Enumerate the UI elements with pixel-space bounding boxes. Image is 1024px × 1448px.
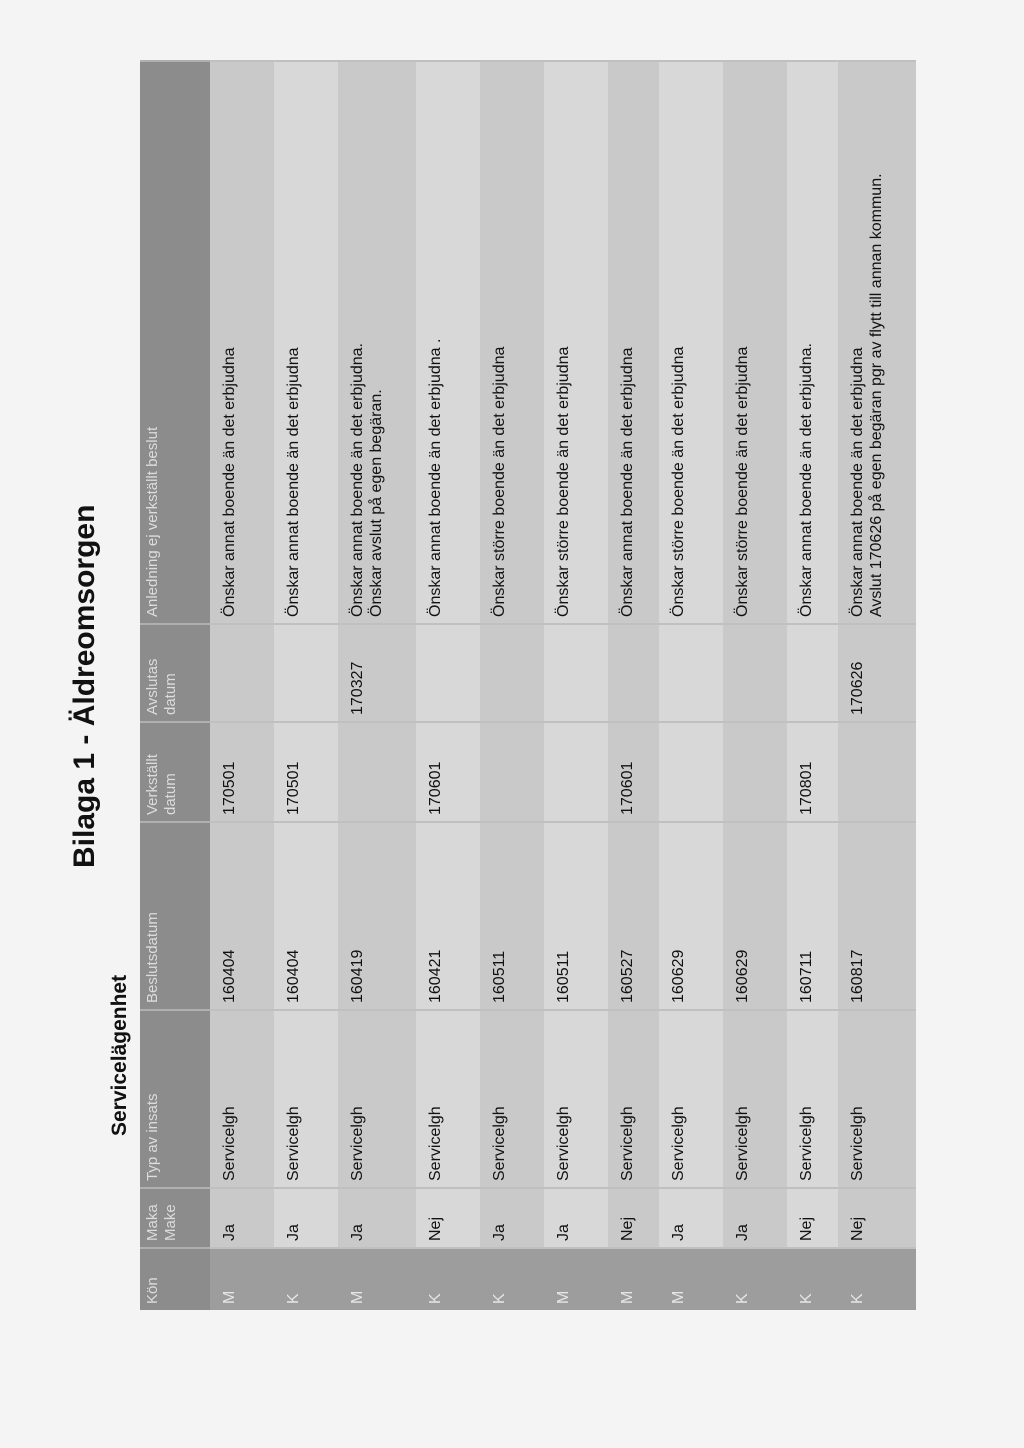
cell-mate: Nej — [838, 1188, 916, 1248]
cell-mate: Ja — [723, 1188, 787, 1248]
cell-type: Servicelgh — [416, 1010, 480, 1188]
cell-reason: Önskar annat boende än det erbjudna. Önskar avslut på egen begäran. — [338, 61, 416, 624]
document-title: Bilaga 1 - Äldreomsorgen — [68, 504, 101, 868]
cell-reason: Önskar annat boende än det erbjudna — [608, 61, 659, 624]
cell-end-date — [608, 624, 659, 722]
cell-decision-date: 160629 — [723, 822, 787, 1010]
cell-decision-date: 160404 — [210, 822, 274, 1010]
cell-executed-date — [723, 722, 787, 822]
cell-end-date — [544, 624, 608, 722]
cell-sex: K — [274, 1248, 338, 1310]
cell-mate: Nej — [787, 1188, 838, 1248]
cell-mate: Nej — [608, 1188, 659, 1248]
header-decision-date: Beslutsdatum — [140, 822, 210, 1010]
cell-type: Servicelgh — [338, 1010, 416, 1188]
cell-mate: Nej — [416, 1188, 480, 1248]
cell-reason: Önskar större boende än det erbjudna — [480, 61, 544, 624]
cell-decision-date: 160629 — [659, 822, 723, 1010]
table-row — [608, 61, 659, 1310]
cell-sex: M — [544, 1248, 608, 1310]
cell-reason: Önskar större boende än det erbjudna — [544, 61, 608, 624]
table-header-row — [140, 61, 210, 1310]
cell-end-date — [210, 624, 274, 722]
cell-sex: M — [608, 1248, 659, 1310]
cell-sex: K — [723, 1248, 787, 1310]
header-type: Typ av insats — [140, 1010, 210, 1188]
cell-sex: K — [480, 1248, 544, 1310]
cell-mate: Ja — [544, 1188, 608, 1248]
cell-type: Servicelgh — [608, 1010, 659, 1188]
cell-decision-date: 160419 — [338, 822, 416, 1010]
cell-reason: Önskar annat boende än det erbjudna — [274, 61, 338, 624]
cell-mate: Ja — [210, 1188, 274, 1248]
cell-sex: M — [210, 1248, 274, 1310]
cell-executed-date — [838, 722, 916, 822]
header-sex: Kön — [140, 1248, 210, 1310]
cell-end-date — [659, 624, 723, 722]
cell-sex: K — [838, 1248, 916, 1310]
cell-end-date — [416, 624, 480, 722]
cell-end-date — [274, 624, 338, 722]
cell-mate: Ja — [659, 1188, 723, 1248]
cell-end-date — [787, 624, 838, 722]
cell-reason: Önskar större boende än det erbjudna — [659, 61, 723, 624]
cell-reason: Önskar annat boende än det erbjudna Avslut 170626 på egen begäran pgr av flytt till annan kommun. — [838, 61, 916, 624]
cell-executed-date — [338, 722, 416, 822]
decisions-table — [140, 60, 916, 1310]
cell-type: Servicelgh — [723, 1010, 787, 1188]
cell-executed-date: 170501 — [274, 722, 338, 822]
header-reason: Anledning ej verkställt beslut — [140, 61, 210, 624]
cell-reason: Önskar annat boende än det erbjudna . — [416, 61, 480, 624]
cell-type: Servicelgh — [210, 1010, 274, 1188]
table-row — [838, 61, 916, 1310]
cell-end-date — [480, 624, 544, 722]
table-row — [723, 61, 787, 1310]
cell-executed-date — [480, 722, 544, 822]
cell-sex: M — [338, 1248, 416, 1310]
header-mate: Maka Make — [140, 1188, 210, 1248]
cell-decision-date: 160421 — [416, 822, 480, 1010]
cell-type: Servicelgh — [659, 1010, 723, 1188]
table-row — [480, 61, 544, 1310]
cell-reason: Önskar större boende än det erbjudna — [723, 61, 787, 624]
cell-reason: Önskar annat boende än det erbjudna. — [787, 61, 838, 624]
table-row — [274, 61, 338, 1310]
cell-sex: K — [787, 1248, 838, 1310]
cell-executed-date: 170601 — [416, 722, 480, 822]
header-end-date: Avslutas datum — [140, 624, 210, 722]
cell-end-date: 170626 — [838, 624, 916, 722]
cell-decision-date: 160817 — [838, 822, 916, 1010]
table-row — [210, 61, 274, 1310]
cell-sex: K — [416, 1248, 480, 1310]
cell-type: Servicelgh — [480, 1010, 544, 1188]
table-row — [787, 61, 838, 1310]
cell-decision-date: 160711 — [787, 822, 838, 1010]
cell-decision-date: 160511 — [544, 822, 608, 1010]
table-row — [416, 61, 480, 1310]
cell-executed-date: 170801 — [787, 722, 838, 822]
cell-type: Servicelgh — [787, 1010, 838, 1188]
cell-mate: Ja — [480, 1188, 544, 1248]
cell-end-date: 170327 — [338, 624, 416, 722]
cell-executed-date — [544, 722, 608, 822]
table-row — [659, 61, 723, 1310]
header-executed-date: Verkställt datum — [140, 722, 210, 822]
cell-type: Servicelgh — [838, 1010, 916, 1188]
section-title: Servicelägenhet — [108, 974, 131, 1136]
cell-type: Servicelgh — [274, 1010, 338, 1188]
cell-executed-date: 170601 — [608, 722, 659, 822]
cell-end-date — [723, 624, 787, 722]
cell-decision-date: 160527 — [608, 822, 659, 1010]
cell-decision-date: 160404 — [274, 822, 338, 1010]
cell-decision-date: 160511 — [480, 822, 544, 1010]
cell-type: Servicelgh — [544, 1010, 608, 1188]
table-row — [338, 61, 416, 1310]
cell-sex: M — [659, 1248, 723, 1310]
cell-executed-date — [659, 722, 723, 822]
cell-mate: Ja — [338, 1188, 416, 1248]
table-row — [544, 61, 608, 1310]
cell-reason: Önskar annat boende än det erbjudna — [210, 61, 274, 624]
cell-executed-date: 170501 — [210, 722, 274, 822]
cell-mate: Ja — [274, 1188, 338, 1248]
